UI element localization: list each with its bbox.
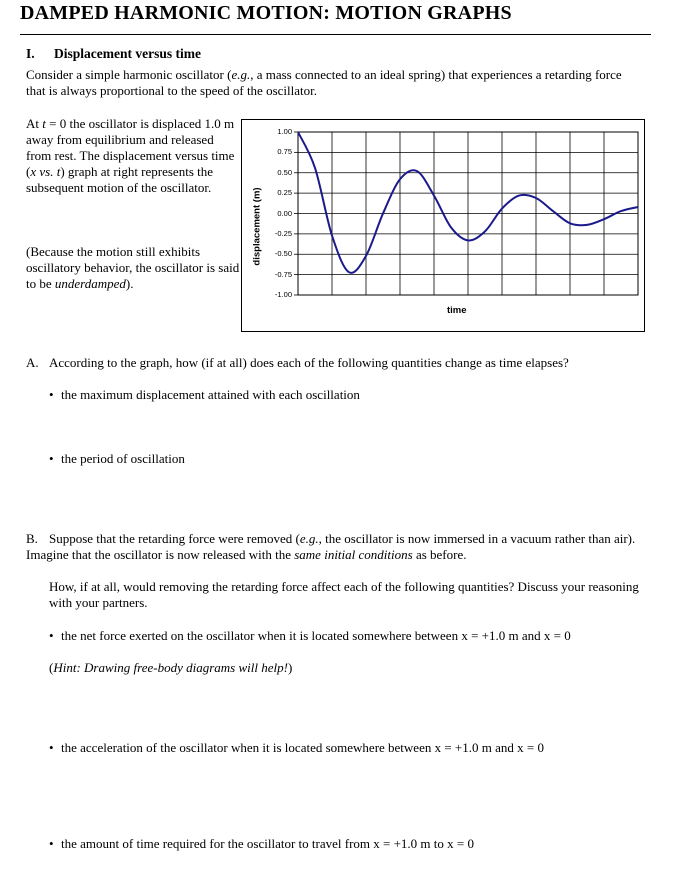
y-tick-label: 0.00: [277, 208, 292, 218]
hint: (Hint: Drawing free-body diagrams will help!): [49, 660, 293, 675]
part-a-bullet-1-text: the maximum displacement attained with each oscillation: [61, 387, 360, 402]
y-tick-label: -0.75: [274, 269, 292, 279]
part-b-bullet-3-text: the amount of time required for the oscillator to travel from x = +1.0 m to x = 0: [61, 836, 474, 851]
intro-paragraph: [26, 67, 636, 99]
part-b-text-b: , the oscillator is now immersed in a vacuum rather than air). Imagine that the oscillator is now released with the: [26, 531, 636, 562]
side2-text-a: (Because the motion still exhibits oscillatory behavior, the oscillator is said to be: [26, 244, 240, 291]
intro-text-2: , a mass connected to an ideal spring) that experiences a retarding force that is always proportional to the speed of the oscillator.: [26, 67, 622, 98]
x-axis-label: time: [447, 305, 467, 316]
side2-text-b: ).: [125, 276, 134, 291]
part-a-letter: A.: [26, 355, 39, 370]
part-a-text: According to the graph, how (if at all) does each of the following quantities change as time elapses?: [49, 355, 569, 370]
side2-underdamped: underdamped: [54, 276, 126, 291]
side-text-a: At: [26, 116, 43, 131]
part-b-bullet-2-text: the acceleration of the oscillator when it is located somewhere between x = +1.0 m and x = 0: [61, 740, 544, 755]
side-t-var: t: [42, 116, 46, 131]
bullet-dot: •: [49, 451, 54, 466]
y-tick-label: 0.75: [277, 147, 292, 157]
underdamped-paragraph: [26, 244, 241, 292]
side-text-b: = 0 the oscillator is displaced 1.0 m away from equilibrium and released from rest. The displacement versus time (: [26, 116, 235, 179]
displacement-chart: [241, 119, 645, 332]
part-a-question: [26, 355, 646, 371]
chart-plot: [242, 120, 644, 331]
intro-eg: e.g.: [231, 67, 251, 82]
part-b-bullet-1: [49, 628, 571, 644]
y-tick-label: 0.25: [277, 188, 292, 198]
section-heading-text: Displacement versus time: [54, 46, 201, 61]
part-b-same: same initial conditions: [294, 547, 413, 562]
hint-text: Drawing free-body diagrams will help!: [80, 660, 288, 675]
section-number: I.: [26, 46, 35, 61]
document-title: DAMPED HARMONIC MOTION: MOTION GRAPHS: [20, 2, 512, 24]
part-a-bullet-1: [49, 387, 360, 403]
part-a-bullet-2: [49, 451, 185, 467]
part-b-letter: B.: [26, 531, 38, 546]
y-tick-label: -0.50: [274, 249, 292, 259]
y-tick-label: -0.25: [274, 228, 292, 238]
bullet-dot: •: [49, 628, 54, 643]
bullet-dot: •: [49, 387, 54, 402]
part-a-bullet-2-text: the period of oscillation: [61, 451, 185, 466]
y-tick-label: 1.00: [277, 127, 292, 136]
part-b-question: [26, 531, 651, 563]
hint-label: Hint:: [53, 660, 81, 675]
y-axis-label: displacement (m): [251, 187, 263, 266]
y-tick-label: 0.50: [277, 167, 292, 177]
bullet-dot: •: [49, 740, 54, 755]
side-xvt: x vs. t: [30, 164, 61, 179]
part-b-text-c: as before.: [412, 547, 467, 562]
title-rule: [20, 34, 651, 35]
part-b-text-a: Suppose that the retarding force were removed (: [49, 531, 300, 546]
part-b-bullet-1-text: the net force exerted on the oscillator when it is located somewhere between x = +1.0 m and x = 0: [61, 628, 571, 643]
part-b-eg: e.g.: [299, 531, 319, 546]
part-b-bullet-3: [49, 836, 474, 852]
bullet-dot: •: [49, 836, 54, 851]
side-text-c: ) graph at right represents the subsequent motion of the oscillator.: [26, 164, 214, 195]
section-heading: [26, 46, 201, 62]
initial-conditions-paragraph: [26, 116, 236, 196]
intro-text-1: Consider a simple harmonic oscillator (: [26, 67, 232, 82]
part-b-how: How, if at all, would removing the retarding force affect each of the following quantities? Discuss your reasoning with your partners.: [49, 579, 639, 610]
part-b-bullet-2: [49, 740, 544, 756]
y-tick-label: -1.00: [274, 290, 292, 299]
